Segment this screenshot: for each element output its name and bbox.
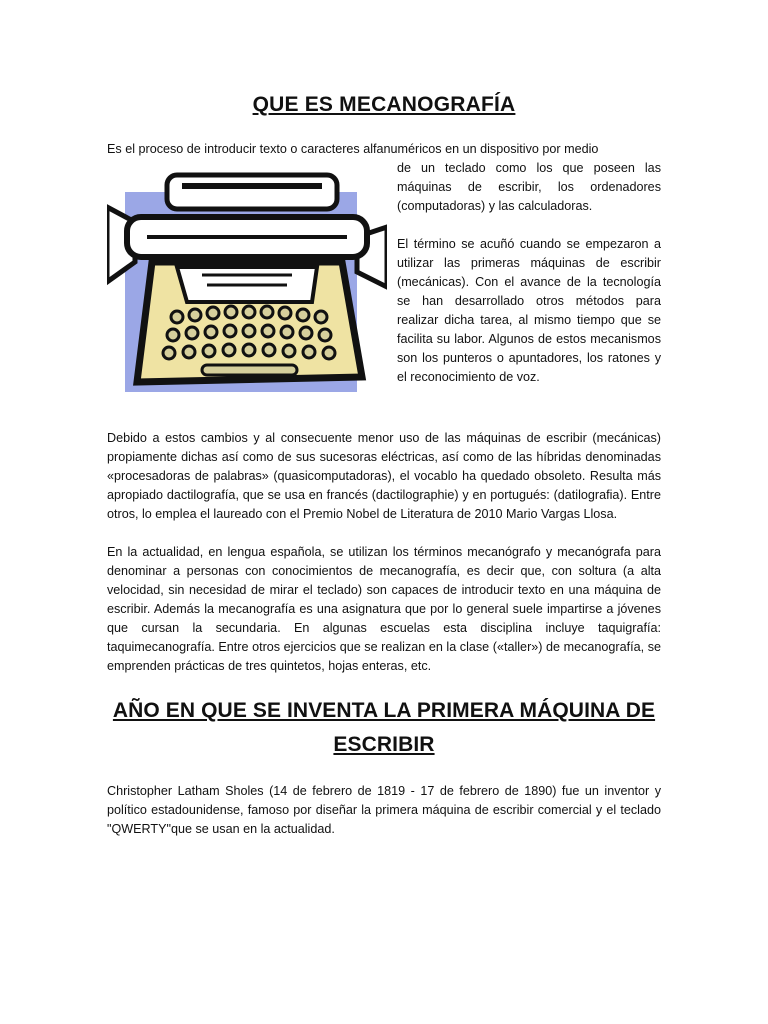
section-heading: AÑO EN QUE SE INVENTA LA PRIMERA MÁQUINA DE ESCRIBIR — [112, 699, 656, 756]
paragraph-3: Debido a estos cambios y al consecuente menor uso de las máquinas de escribir (mecánicas) propiamente dichas así como de sus sucesoras eléctricas, así como de las híbridas denominadas «procesadoras de palabras» (quasicomputadoras), el vocablo ha quedado obsoleto. Resulta más apropiado dactilografía, que se usa en francés (dactilographie) y en portugués: (datilografia). Entre otros, lo emplea el laureado con el Premio Nobel de Literatura de 2010 Mario Vargas Llosa. — [107, 431, 661, 521]
side-paragraph-1: de un teclado como los que poseen las máquinas de escribir, los ordenadores (computadoras) y las calculadoras. — [397, 161, 661, 213]
figure-section — [107, 159, 661, 409]
document-page — [107, 90, 661, 839]
section-heading-wrap — [107, 694, 661, 762]
paragraph-4: En la actualidad, en lengua española, se utilizan los términos mecanógrafo y mecanógrafa para denominar a personas con conocimientos de mecanografía, es decir que, con soltura (a alta velocidad, sin necesidad de mirar el teclado) son capaces de introducir texto en una máquina de escribir. Además la mecanografía es una asignatura que por lo general suele impartirse a jóvenes que cursan la secundaria. En algunas escuelas esta disciplina incluye taquigrafía: taquimecanografía. Entre otros ejercicios que se realizan en la clase («taller») de mecanografía, se emprenden prácticas de tres quintetos, hojas enteras, etc. — [107, 545, 661, 673]
intro-line: Es el proceso de introducir texto o caracteres alfanuméricos en un dispositivo por medio — [107, 142, 599, 156]
page-title: QUE ES MECANOGRAFÍA — [252, 93, 516, 116]
paragraph-5: Christopher Latham Sholes (14 de febrero de 1819 - 17 de febrero de 1890) fue un inventor y político estadounidense, famoso por diseñar la primera máquina de escribir comercial y el teclado "QWERTY"que se usan en la actualidad. — [107, 784, 661, 836]
typewriter-clipart-icon — [107, 167, 387, 407]
side-text — [397, 159, 661, 387]
side-paragraph-2: El término se acuñó cuando se empezaron a utilizar las primeras máquinas de escribir (mecánicas). Con el avance de la tecnología se han desarrollado otros métodos para realizar dicha tarea, al mismo tiempo que se facilita su labor. Algunos de estos mecanismos son los punteros o apuntadores, los ratones y el reconocimiento de voz. — [397, 237, 661, 384]
